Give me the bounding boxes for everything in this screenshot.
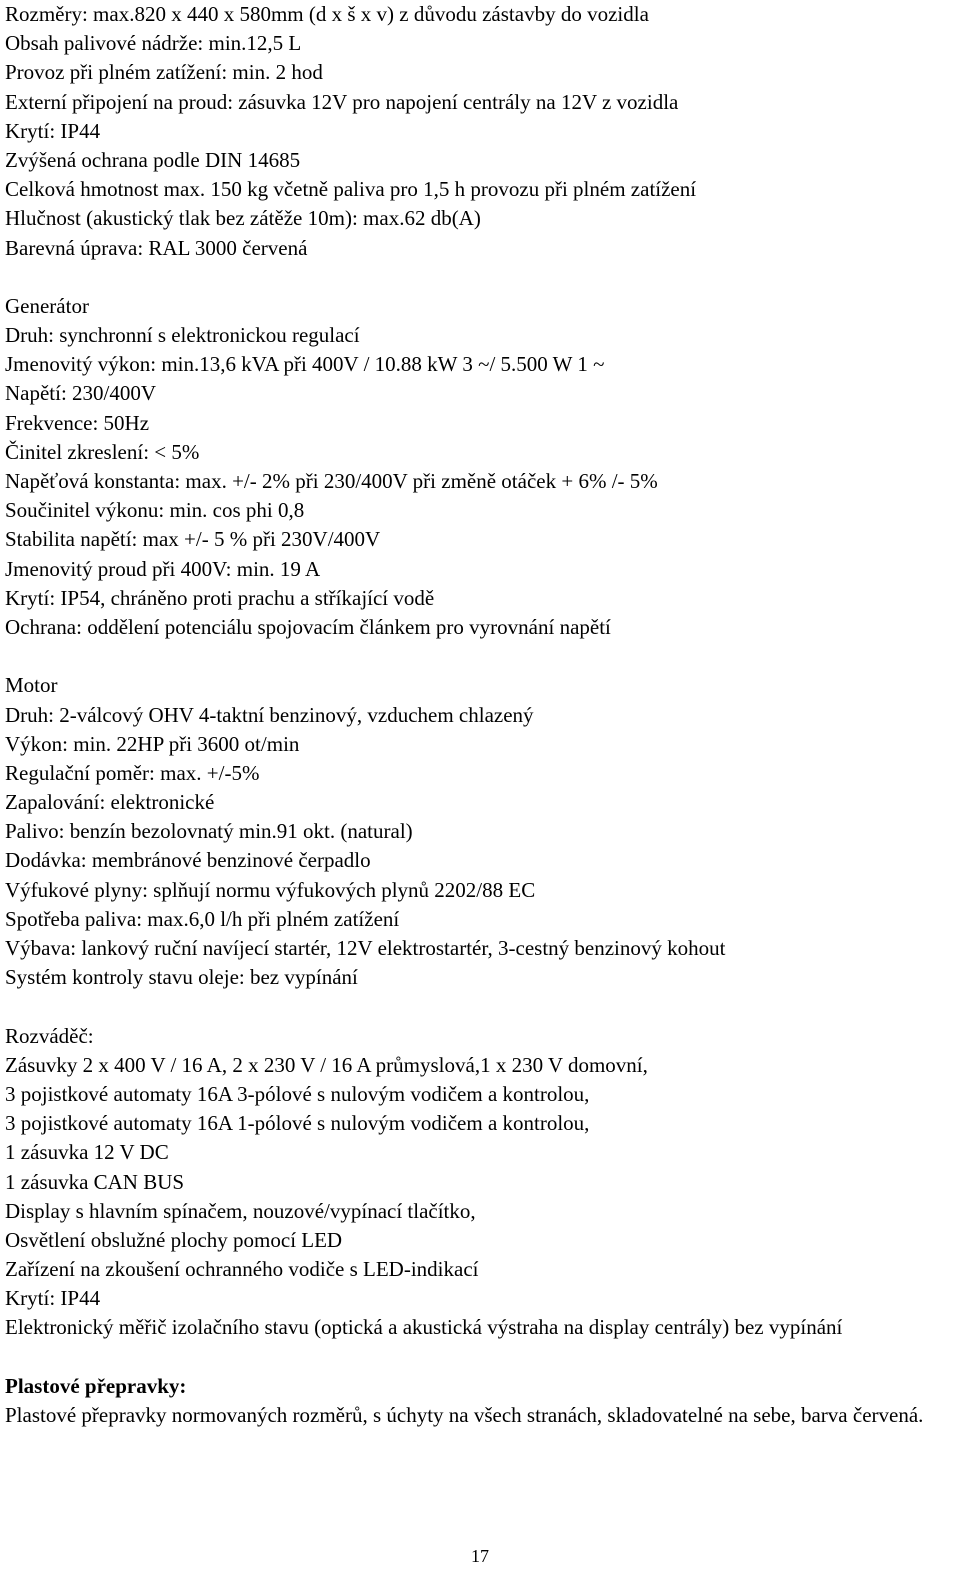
switchboard-section xyxy=(5,1022,955,1343)
din-protection-line: Zvýšená ochrana podle DIN 14685 xyxy=(5,147,301,172)
generator-rated-current-line: Jmenovitý proud při 400V: min. 19 A xyxy=(5,556,321,581)
spacer xyxy=(5,1343,955,1372)
motor-fuel-line: Palivo: benzín bezolovnatý min.91 okt. (natural) xyxy=(5,819,413,844)
generator-rated-power-line: Jmenovitý výkon: min.13,6 kVA při 400V / 10.88 kW 3 ~/ 5.500 W 1 ~ xyxy=(5,352,605,377)
generator-section xyxy=(5,292,955,642)
spacer xyxy=(5,642,955,671)
generator-frequency-line: Frekvence: 50Hz xyxy=(5,410,150,435)
noise-line: Hlučnost (akustický tlak bez zátěže 10m): max.62 db(A) xyxy=(5,206,481,231)
switchboard-can-bus-line: 1 zásuvka CAN BUS xyxy=(5,1169,185,1194)
motor-consumption-line: Spotřeba paliva: max.6,0 l/h při plném zatížení xyxy=(5,906,400,931)
generator-heading: Generátor xyxy=(5,293,89,318)
generator-distortion-line: Činitel zkreslení: < 5% xyxy=(5,439,200,464)
motor-fuel-pump-line: Dodávka: membránové benzinové čerpadlo xyxy=(5,848,371,873)
switchboard-insulation-monitor-line: Elektronický měřič izolačního stavu (optická a akustická výstraha na display centrály) bez vypínání xyxy=(5,1315,843,1340)
generator-type-line: Druh: synchronní s elektronickou regulací xyxy=(5,323,360,348)
switchboard-lighting-line: Osvětlení obslužné plochy pomocí LED xyxy=(5,1227,343,1252)
external-connection-line: Externí připojení na proud: zásuvka 12V pro napojení centrály na 12V z vozidla xyxy=(5,89,679,114)
motor-power-line: Výkon: min. 22HP při 3600 ot/min xyxy=(5,731,300,756)
generator-voltage-stability-line: Stabilita napětí: max +/- 5 % při 230V/400V xyxy=(5,527,381,552)
fuel-tank-line: Obsah palivové nádrže: min.12,5 L xyxy=(5,31,302,56)
switchboard-breakers-1pole-line: 3 pojistkové automaty 16A 1-pólové s nulovým vodičem a kontrolou, xyxy=(5,1111,590,1136)
crates-section xyxy=(5,1372,955,1430)
motor-ignition-line: Zapalování: elektronické xyxy=(5,790,215,815)
protection-rating-line: Krytí: IP44 xyxy=(5,118,101,143)
switchboard-display-line: Display s hlavním spínačem, nouzové/vypínací tlačítko, xyxy=(5,1198,476,1223)
page-number: 17 xyxy=(471,1546,489,1566)
motor-heading: Motor xyxy=(5,673,58,698)
generator-protection-line: Krytí: IP54, chráněno proti prachu a stříkající vodě xyxy=(5,585,435,610)
switchboard-conductor-test-line: Zařízení na zkoušení ochranného vodiče s LED-indikací xyxy=(5,1257,479,1282)
generator-voltage-line: Napětí: 230/400V xyxy=(5,381,157,406)
spacer xyxy=(5,263,955,292)
generator-voltage-constant-line: Napěťová konstanta: max. +/- 2% při 230/400V při změně otáček + 6% /- 5% xyxy=(5,469,658,493)
motor-oil-control-line: Systém kontroly stavu oleje: bez vypínání xyxy=(5,965,358,990)
motor-type-line: Druh: 2-válcový OHV 4-taktní benzinový, vzduchem chlazený xyxy=(5,702,534,727)
total-weight-line: Celková hmotnost max. 150 kg včetně paliva pro 1,5 h provozu při plném zatížení xyxy=(5,177,697,202)
crates-heading: Plastové přepravky: xyxy=(5,1373,187,1398)
motor-exhaust-line: Výfukové plyny: splňují normu výfukových plynů 2202/88 EC xyxy=(5,877,536,902)
switchboard-protection-line: Krytí: IP44 xyxy=(5,1286,101,1311)
dimensions-line: Rozměry: max.820 x 440 x 580mm (d x š x v) z důvodu zástavby do vozidla xyxy=(5,2,649,26)
generator-safety-line: Ochrana: oddělení potenciálu spojovacím článkem pro vyrovnání napětí xyxy=(5,614,611,639)
motor-section xyxy=(5,671,955,992)
document-page xyxy=(5,0,955,1430)
generator-power-factor-line: Součinitel výkonu: min. cos phi 0,8 xyxy=(5,498,305,523)
switchboard-sockets-line: Zásuvky 2 x 400 V / 16 A, 2 x 230 V / 16 A průmyslová,1 x 230 V domovní, xyxy=(5,1052,648,1077)
motor-regulation-line: Regulační poměr: max. +/-5% xyxy=(5,760,260,785)
general-section xyxy=(5,0,955,263)
switchboard-heading: Rozváděč: xyxy=(5,1023,94,1048)
full-load-operation-line: Provoz při plném zatížení: min. 2 hod xyxy=(5,60,323,85)
switchboard-breakers-3pole-line: 3 pojistkové automaty 16A 3-pólové s nulovým vodičem a kontrolou, xyxy=(5,1081,590,1106)
motor-equipment-line: Výbava: lankový ruční navíjecí startér, 12V elektrostartér, 3-cestný benzinový kohout xyxy=(5,936,726,960)
switchboard-dc-socket-line: 1 zásuvka 12 V DC xyxy=(5,1140,169,1165)
crates-description: Plastové přepravky normovaných rozměrů, s úchyty na všech stranách, skladovatelné na sebe, barva červená. xyxy=(5,1403,924,1428)
spacer xyxy=(5,992,955,1021)
color-line: Barevná úprava: RAL 3000 červená xyxy=(5,235,308,260)
